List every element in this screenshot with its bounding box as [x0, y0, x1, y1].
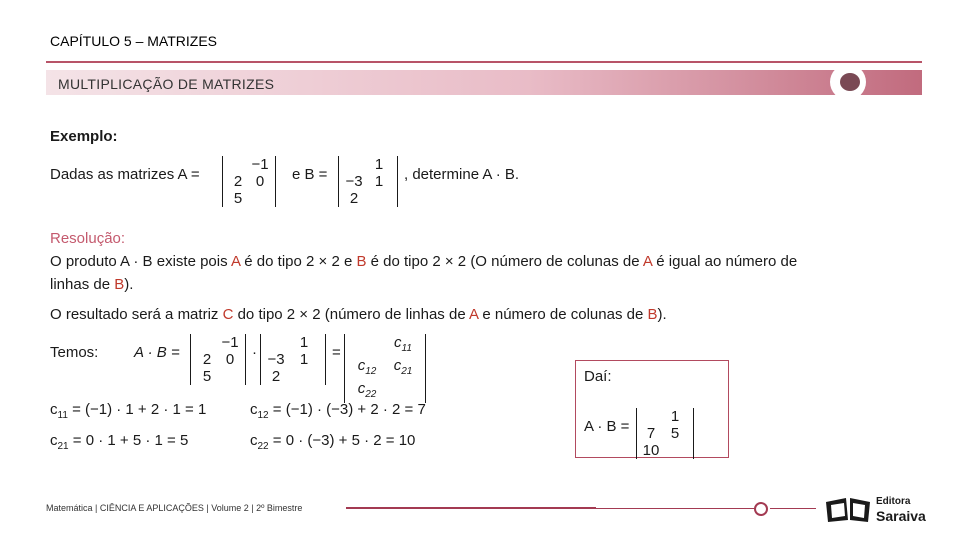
text-span: O resultado será a matriz: [50, 306, 223, 323]
eq-text: = 0 · (−3) + 5 · 2 = 10: [272, 432, 416, 449]
matrix-b-cell: −3: [267, 351, 285, 368]
resolution-heading: Resolução:: [50, 230, 126, 247]
footer-circle-icon: [754, 502, 768, 516]
footer-line: [770, 508, 816, 509]
result-matrix: [636, 408, 694, 459]
eq-c22: $c_{22} = 0 \cdot (-3) + 5 \cdot 2 = 10$: [250, 432, 416, 452]
matrix-c-cell: $c_{22}$: [357, 380, 377, 400]
text-span: é do tipo 2 × 2 (O número de colunas de: [366, 253, 643, 270]
result-cell: 5: [670, 425, 680, 442]
temos-matrix-b: [260, 334, 326, 385]
footer-line: [346, 507, 596, 509]
resolution-line-3: [50, 306, 667, 323]
result-cell: 7: [646, 425, 656, 442]
matrix-a-cell: −1: [251, 156, 269, 173]
matrix-c-cell: $c_{12}$: [357, 357, 377, 377]
eq-text: = (−1) · 1 + 2 · 1 = 1: [72, 401, 207, 418]
matrix-b-cell: 2: [271, 368, 281, 385]
example-heading: Exemplo:: [50, 128, 118, 145]
given-suffix: , determine A · B.: [404, 166, 520, 183]
result-cell: 1: [670, 408, 680, 425]
temos-lhs: A · B =: [134, 344, 180, 361]
dot-operator: ·: [252, 344, 257, 361]
matrix-c-cell: $c_{21}$: [393, 357, 413, 377]
matrix-a-cell: 5: [233, 190, 243, 207]
matrix-c-cell: $c_{11}$: [394, 334, 412, 354]
matrix-b-cell: 1: [299, 334, 309, 351]
given-prefix: Dadas as matrizes A =: [50, 166, 200, 183]
matrix-ref-b: B: [114, 276, 125, 293]
book-logo-icon: [824, 494, 872, 524]
matrix-ref-b: B: [647, 306, 658, 323]
matrix-b-cell: 2: [349, 190, 359, 207]
eq-c11: $c_{11} = (-1) \cdot 1 + 2 \cdot 1 = 1$: [50, 401, 207, 421]
chapter-title: CAPÍTULO 5 – MATRIZES: [50, 33, 217, 49]
matrix-a-cell: 0: [255, 173, 265, 190]
text-span: ).: [124, 276, 134, 293]
resolution-line-2: [50, 276, 133, 293]
equals-sign: =: [332, 344, 341, 361]
eq-c21: $c_{21} = 0 \cdot 1 + 5 \cdot 1 = 5$: [50, 432, 189, 452]
matrix-a-cell: 2: [233, 173, 243, 190]
matrix-b: [338, 156, 398, 207]
result-label: Daí:: [584, 368, 612, 385]
text-span: O produto A · B existe pois: [50, 253, 231, 270]
matrix-a-cell: 0: [225, 351, 235, 368]
matrix-a-cell: 2: [202, 351, 212, 368]
matrix-ref-a: A: [642, 253, 653, 270]
result-cell: 10: [642, 442, 660, 459]
result-lhs: A · B =: [584, 418, 630, 435]
logo-editora: Editora: [876, 496, 911, 507]
matrix-b-cell: 1: [374, 156, 384, 173]
resolution-line-1: [50, 253, 797, 270]
temos-matrix-a: [190, 334, 246, 385]
footer-line: [596, 508, 756, 509]
matrix-a-cell: 5: [202, 368, 212, 385]
matrix-ref-b: B: [356, 253, 367, 270]
temos-label: Temos:: [50, 344, 99, 361]
header-divider: [46, 61, 922, 63]
matrix-b-cell: 1: [374, 173, 384, 190]
banner-dot-icon: [840, 73, 860, 91]
text-span: linhas de: [50, 276, 115, 293]
matrix-b-cell: −3: [345, 173, 363, 190]
text-span: do tipo 2 × 2 (número de linhas de: [233, 306, 469, 323]
text-span: é igual ao número de: [652, 253, 798, 270]
given-mid: e B =: [292, 166, 328, 183]
matrix-ref-a: A: [230, 253, 241, 270]
footer-text: Matemática | CIÊNCIA E APLICAÇÕES | Volume 2 | 2º Bimestre: [46, 503, 303, 513]
text-span: é do tipo 2 × 2 e: [240, 253, 357, 270]
matrix-b-cell: 1: [299, 351, 309, 368]
text-span: ).: [657, 306, 667, 323]
matrix-a-cell: −1: [221, 334, 239, 351]
temos-matrix-c: [344, 334, 426, 403]
section-title: MULTIPLICAÇÃO DE MATRIZES: [58, 76, 275, 92]
matrix-a: [222, 156, 276, 207]
matrix-ref-c: C: [222, 306, 234, 323]
text-span: e número de colunas de: [478, 306, 648, 323]
eq-text: = (−1) · (−3) + 2 · 2 = 7: [272, 401, 426, 418]
matrix-ref-a: A: [469, 306, 479, 323]
eq-c12: $c_{12} = (-1) \cdot (-3) + 2 \cdot 2 = 7$: [250, 401, 426, 421]
eq-text: = 0 · 1 + 5 · 1 = 5: [72, 432, 189, 449]
logo-saraiva: Saraiva: [876, 508, 926, 524]
